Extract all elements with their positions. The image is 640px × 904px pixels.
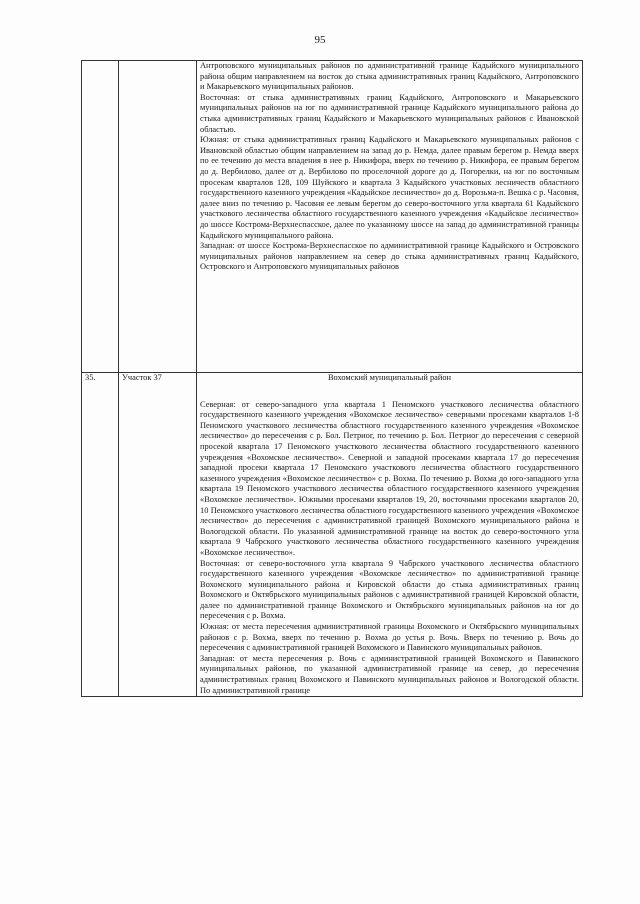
- boundary-paragraph-south: Южная: от стыка административных границ Кадыйского и Макарьевского муниципальных районов с Ивановской областью общим направлением на запад до р. Немда, далее правым берегом р. Немда вверх по ее течению до места впадения в нее р. Никифора, вверх по течению р. Никифора, ее правым берегом до д. Вербилово, далее от д. Вербилово по проселочной дороге до д. Погорелки, на юг по восточным просекам кварталов 128, 109 Шуйского и квартала 3 Кадыйского участковых лесничеств областного государственного казенного учреждения «Кадыйское лесничество» до д. Ворозьма-п. Вешка с р. Часовня, далее вниз по течению р. Часовня ее левым берегом до северо-восточного угла квартала 61 Кадыйского участкового лесничества областного государственного казенного учреждения «Кадыйское лесничество» до шоссе Кострома-Верхнеспасское, далее по указанному шоссе на запад до административной границы Кадыйского муниципального района.: [200, 135, 579, 240]
- spacer: [200, 384, 579, 400]
- description-cell: [197, 373, 583, 697]
- plot-cell: [119, 61, 197, 373]
- boundaries-table: [81, 60, 583, 697]
- table-row-35: [82, 373, 583, 697]
- boundary-paragraph-east: Восточная: от стыка административных границ Кадыйского, Антроповского и Макарьевского муниципальных районов на юг по административной границе Кадыйского муниципального района до стыка административных границ Кадыйского и Макарьевского муниципальных районов с Ивановской областью.: [200, 92, 579, 134]
- description-cell: [197, 61, 583, 373]
- boundary-paragraph-south: Южная: от места пересечения административной границы Вохомского и Октябрьского муниципальных районов с р. Вохма, вверх по течению р. Вохма до устья р. Вочь. Вверх по течению р. Вочь до пересечения с административной границей Вохомского и Павинского муниципальных районов.: [200, 622, 579, 653]
- district-title: Вохомский муниципальный район: [327, 373, 452, 382]
- row-number-cell: 35.: [82, 373, 119, 697]
- page-number: 95: [314, 34, 326, 46]
- table-row-continued: [82, 61, 583, 373]
- boundary-paragraph: Антроповского муниципальных районов по административной границе Кадыйского муниципального района общим направлением на восток до стыка административных границ Кадыйского, Антроповского и Макарьевского муниципальных районов.: [200, 61, 579, 92]
- boundary-paragraph-east: Восточная: от северо-восточного угла квартала 9 Чабрского участкового лесничества областного государственного казенного учреждения «Вохомское лесничество» по административной границе Вохомского муниципального района и Кировской области до стыка административных границ Вохомского и Октябрьского муниципальных районов с административной границей Кировской области, далее по административной границе Вохомского и Октябрьского муниципальных районов на юг до пересечения с р. Вохма.: [200, 558, 579, 621]
- plot-cell: Участок 37: [119, 373, 197, 697]
- row-number-cell: [82, 61, 119, 373]
- boundary-paragraph-north: Северная: от северо-западного угла квартала 1 Пеномского участкового лесничества областного государственного казенного учреждения «Вохомское лесничество» северными просеками кварталов 1-8 Пеномского участкового лесничества областного государственного казенного учреждения «Вохомское лесничество» до пересечения с р. Бол. Петриог, по течению р. Бол. Петриог до пересечения с северной просекой квартала 17 Пеномского участкового лесничества областного государственного казенного учреждения «Вохомское лесничество». Северной и западной просеками квартала 17 до пересечения западной просеки квартала 17 Пеномского участкового лесничества областного государственного казенного учреждения «Вохомское лесничество» с р. Вохма. По течению р. Вохма до юго-западного угла квартала 19 Пеномского участкового лесничества областного государственного казенного учреждения «Вохомское лесничество». Южными просеками кварталов 19, 20, восточными просеками кварталов 20, 10 Пеномского участкового лесничества областного государственного казенного учреждения «Вохомское лесничество» до пересечения с административной границей Вохомского муниципального района и Вологодской области. По указанной административной границе на восток до северо-восточного угла квартала 9 Чабрского участкового лесничества областного государственного казенного учреждения «Вохомское лесничество».: [200, 399, 579, 557]
- boundary-paragraph-west: Западная: от места пересечения р. Вочь с административной границей Вохомского и Павинского муниципальных районов, по указанной административной границе на север, до пересечения административных границ Вохомского и Павинского муниципальных районов и Вологодской области. По административной границе: [200, 653, 579, 695]
- boundary-paragraph-west: Западная: от шоссе Кострома-Верхнеспасское по административной границе Кадыйского и Островского муниципальных районов направлением на север до стыка административных границ Кадыйского, Островского и Антроповского муниципальных районов: [200, 241, 579, 272]
